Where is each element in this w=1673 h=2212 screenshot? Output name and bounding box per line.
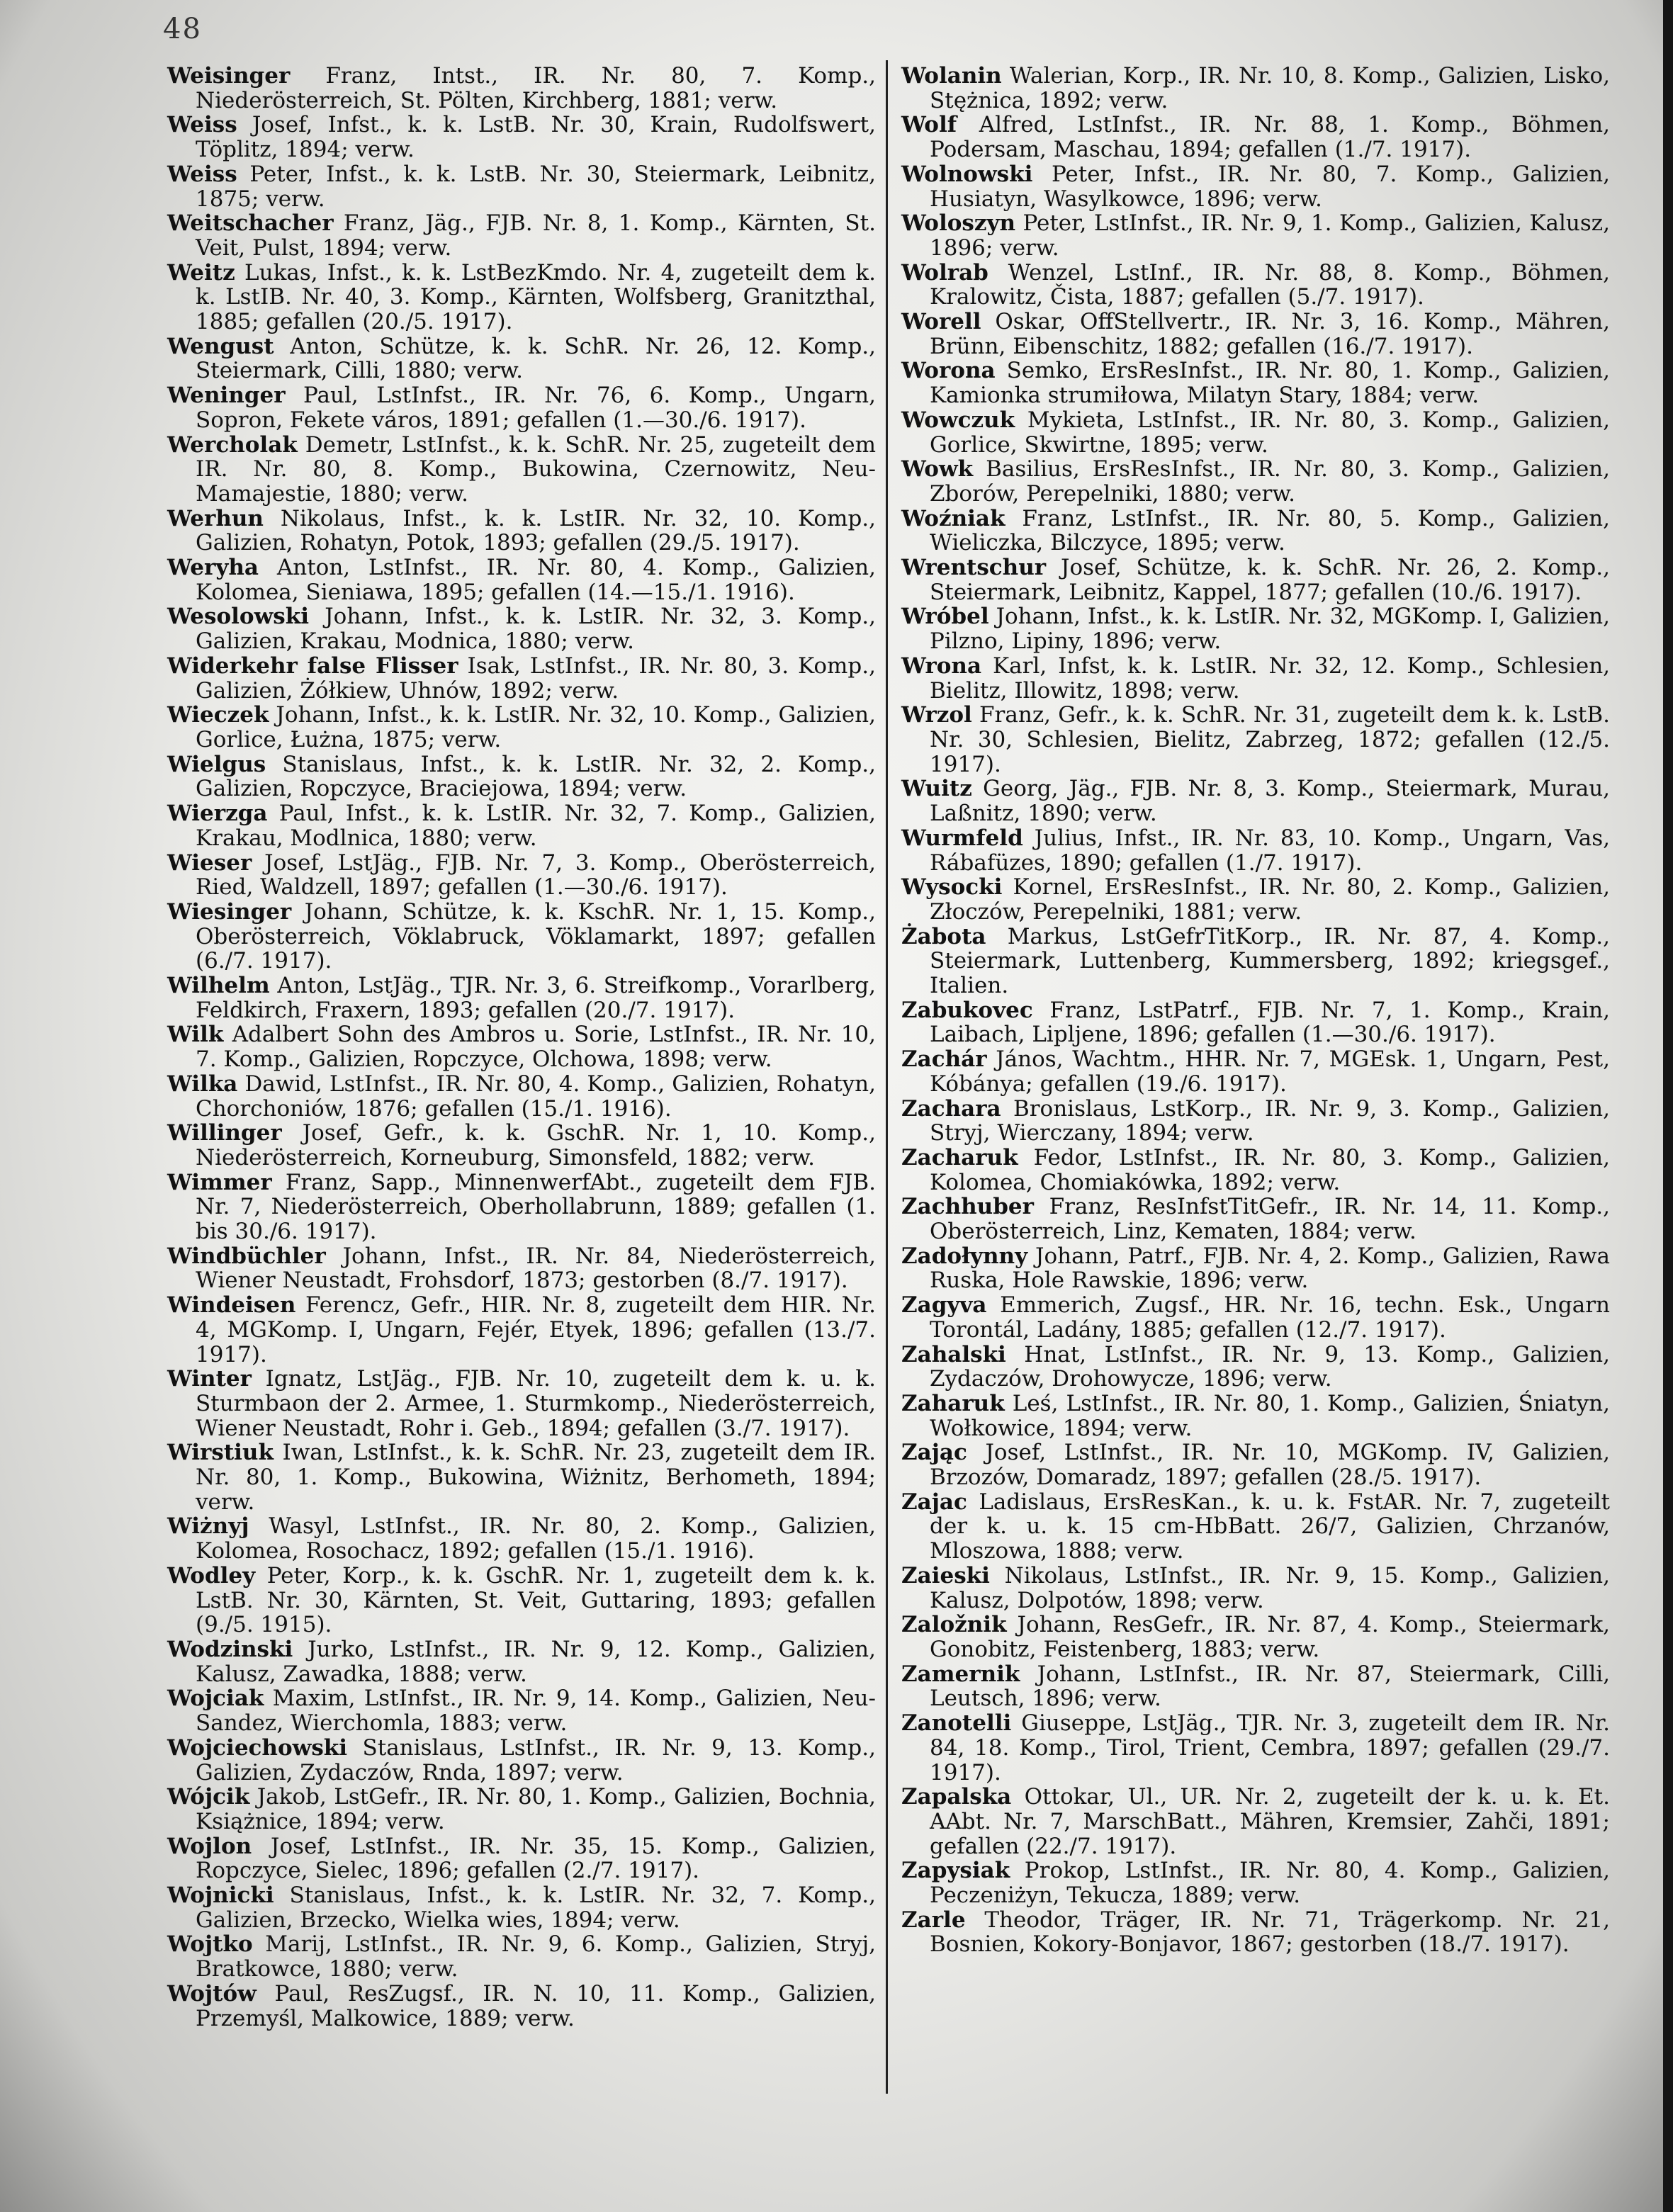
list-entry [167, 334, 876, 383]
list-entry [167, 1932, 876, 1981]
entry-details: Marij, LstInfst., IR. Nr. 9, 6. Komp., Galizien, Stryj, Bratkowce, 1880; verw. [196, 1931, 876, 1982]
list-entry [167, 1293, 876, 1367]
entry-surname: Wieser [167, 850, 252, 876]
entry-details: Johann, Infst., k. k. LstIR. Nr. 32, 10. Komp., Galizien, Gorlice, Łużna, 1875; verw. [196, 702, 876, 752]
entry-details: Demetr, LstInfst., k. k. SchR. Nr. 25, zugeteilt dem IR. Nr. 80, 8. Komp., Bukowina, Czernowitz, Neu-Mamajestie, 1880; verw. [196, 431, 876, 507]
entry-surname: Wurmfeld [901, 825, 1023, 851]
entry-surname: Worona [901, 358, 996, 384]
entry-details: Walerian, Korp., IR. Nr. 10, 8. Komp., Galizien, Lisko, Stężnica, 1892; verw. [930, 63, 1610, 113]
list-entry [901, 507, 1610, 555]
entry-surname: Worell [901, 309, 981, 335]
list-entry [167, 64, 876, 113]
entry-details: Franz, Gefr., k. k. SchR. Nr. 31, zugeteilt dem k. k. LstB. Nr. 30, Schlesien, Bielitz, Zabrzeg, 1872; gefallen (12./5. 1917). [930, 702, 1610, 777]
entry-details: Anton, LstInfst., IR. Nr. 80, 4. Komp., Galizien, Kolomea, Sieniawa, 1895; gefallen (14.—15./1. 1916). [196, 555, 876, 605]
column-divider [886, 60, 888, 2094]
entry-surname: Zaieski [901, 1562, 990, 1589]
list-entry [167, 555, 876, 604]
list-entry [167, 851, 876, 900]
entry-details: Johann, Infst., k. k. LstIR. Nr. 32, MGKomp. I, Galizien, Pilzno, Lipiny, 1896; verw. [930, 604, 1610, 655]
entry-details: Mykieta, LstInfst., IR. Nr. 80, 3. Komp., Galizien, Gorlice, Skwirtne, 1895; verw. [930, 407, 1611, 458]
list-entry [167, 1982, 876, 2031]
list-entry [167, 801, 876, 850]
entry-surname: Zarle [901, 1907, 966, 1933]
list-entry [901, 826, 1610, 875]
entry-details: Emmerich, Zugsf., HR. Nr. 16, techn. Esk., Ungarn Torontál, Ladány, 1885; gefallen (12./7. 1917). [930, 1292, 1610, 1343]
entry-details: Johann, LstInfst., IR. Nr. 87, Steiermark, Cilli, Leutsch, 1896; verw. [930, 1661, 1611, 1712]
list-entry [167, 211, 876, 260]
entry-details: Ottokar, Ul., UR. Nr. 2, zugeteilt der k. u. k. Et. AAbt. Nr. 7, MarschBatt., Mähren, Kremsier, Zahči, 1891; gefallen (22./7. 1917). [930, 1784, 1610, 1859]
list-entry [901, 1490, 1610, 1564]
entry-details: Wenzel, LstInf., IR. Nr. 88, 8. Komp., Böhmen, Kralowitz, Čista, 1887; gefallen (5./7. 1917). [930, 259, 1610, 310]
entry-details: Isak, LstInfst., IR. Nr. 80, 3. Komp., Galizien, Żółkiew, Uhnów, 1892; verw. [196, 653, 876, 704]
entry-surname: Wierzga [167, 801, 268, 827]
entry-surname: Wójcik [167, 1784, 250, 1810]
entry-surname: Żabota [901, 923, 986, 949]
entry-surname: Wesolowski [167, 604, 309, 630]
list-entry [167, 1022, 876, 1071]
entry-surname: Windbüchler [167, 1243, 326, 1269]
entry-surname: Wolf [901, 112, 957, 138]
list-entry [167, 433, 876, 507]
entry-surname: Wrentschur [901, 555, 1047, 581]
entry-surname: Zahalski [901, 1341, 1006, 1367]
entry-surname: Wimmer [167, 1169, 272, 1195]
entry-details: Leś, LstInfst., IR. Nr. 80, 1. Komp., Galizien, Śniatyn, Wołkowice, 1894; verw. [930, 1390, 1610, 1441]
entry-details: Paul, LstInfst., IR. Nr. 76, 6. Komp., Ungarn, Sopron, Fekete város, 1891; gefallen (1.—30./6. 1917). [196, 383, 877, 433]
list-entry [167, 1785, 876, 1834]
list-entry [167, 1440, 876, 1514]
entry-details: Peter, Infst., k. k. LstB. Nr. 30, Steiermark, Leibnitz, 1875; verw. [196, 161, 876, 212]
list-entry [167, 752, 876, 801]
list-entry [167, 1834, 876, 1883]
entry-surname: Wiżnyj [167, 1513, 249, 1540]
list-entry [901, 1244, 1610, 1293]
entry-surname: Willinger [167, 1120, 282, 1146]
page-number: 48 [163, 13, 202, 45]
entry-surname: Zagyva [901, 1292, 987, 1319]
entry-surname: Wodzinski [167, 1637, 293, 1662]
list-entry [901, 1662, 1610, 1711]
entry-surname: Windeisen [167, 1292, 296, 1319]
entry-surname: Zapalska [901, 1784, 1012, 1810]
list-entry [901, 1195, 1610, 1243]
entry-details: Nikolaus, Infst., k. k. LstIR. Nr. 32, 10. Komp., Galizien, Rohatyn, Potok, 1893; gefallen (29./5. 1917). [196, 505, 876, 556]
entry-surname: Zając [901, 1440, 967, 1466]
list-entry [901, 875, 1610, 924]
list-entry [167, 703, 876, 752]
entry-surname: Weisinger [167, 63, 291, 89]
entry-details: Fedor, LstInfst., IR. Nr. 80, 3. Komp., Galizien, Kolomea, Chomiakówka, 1892; verw. [930, 1144, 1611, 1195]
entry-details: Bronislaus, LstKorp., IR. Nr. 9, 3. Komp., Galizien, Stryj, Wierczany, 1894; verw. [930, 1095, 1610, 1146]
list-entry [901, 64, 1610, 113]
entry-surname: Zanotelli [901, 1710, 1012, 1737]
entry-details: János, Wachtm., HHR. Nr. 7, MGEsk. 1, Ungarn, Pest, Kóbánya; gefallen (19./6. 1917). [930, 1046, 1610, 1097]
list-entry [901, 1047, 1610, 1096]
list-entry [167, 1736, 876, 1785]
entry-surname: Wojtko [167, 1931, 253, 1958]
list-entry [901, 777, 1610, 825]
entry-details: Johann, Infst., k. k. LstIR. Nr. 32, 3. Komp., Galizien, Krakau, Modnica, 1880; verw. [196, 604, 876, 655]
entry-surname: Zamernik [901, 1661, 1020, 1687]
list-entry [167, 1170, 876, 1244]
entry-details: Josef, Infst., k. k. LstB. Nr. 30, Krain, Rudolfswert, Töplitz, 1894; verw. [196, 112, 876, 163]
entry-details: Franz, LstPatrf., FJB. Nr. 7, 1. Komp., Krain, Laibach, Lipljene, 1896; gefallen (1.—30./6. 1917). [930, 997, 1610, 1048]
entry-surname: Wowk [901, 456, 974, 483]
entry-details: Johann, Schütze, k. k. KschR. Nr. 1, 15. Komp., Oberösterreich, Vöklabruck, Vöklamarkt, 1897; gefallen (6./7. 1917). [196, 898, 876, 974]
entry-surname: Weiss [167, 112, 237, 138]
list-entry [901, 261, 1610, 310]
entry-details: Dawid, LstInfst., IR. Nr. 80, 4. Komp., Galizien, Rohatyn, Chorchoniów, 1876; gefallen (15./1. 1916). [196, 1071, 877, 1122]
entry-surname: Wuitz [901, 776, 972, 802]
list-entry [167, 654, 876, 703]
entry-surname: Zapysiak [901, 1858, 1010, 1884]
entry-details: Stanislaus, Infst., k. k. LstIR. Nr. 32, 2. Komp., Galizien, Ropczyce, Braciejowa, 1894; verw. [196, 751, 876, 802]
entry-surname: Wowczuk [901, 407, 1015, 433]
entry-details: Josef, LstInfst., IR. Nr. 35, 15. Komp., Galizien, Ropczyce, Sielec, 1896; gefallen (2./7. 1917). [196, 1833, 876, 1884]
entry-details: Karl, Infst, k. k. LstIR. Nr. 32, 12. Komp., Schlesien, Bielitz, Illowitz, 1898; verw. [930, 653, 1611, 704]
entry-surname: Winter [167, 1366, 252, 1392]
entry-surname: Wojciechowski [167, 1734, 348, 1761]
list-entry [901, 1097, 1610, 1146]
list-entry [901, 604, 1610, 653]
entry-details: Josef, Schütze, k. k. SchR. Nr. 26, 2. Komp., Steiermark, Leibnitz, Kappel, 1877; gefallen (10./6. 1917). [930, 555, 1610, 605]
list-entry [901, 925, 1610, 998]
entry-details: Kornel, ErsResInfst., IR. Nr. 80, 2. Komp., Galizien, Złoczów, Perepelniki, 1881; verw. [930, 874, 1610, 925]
entry-surname: Wojlon [167, 1833, 252, 1859]
entry-surname: Zajac [901, 1489, 967, 1515]
list-entry [901, 1146, 1610, 1195]
list-entry [167, 113, 876, 162]
entry-surname: Werhun [167, 505, 264, 531]
entry-details: Franz, Intst., IR. Nr. 80, 7. Komp., Niederösterreich, St. Pölten, Kirchberg, 1881; verw. [196, 63, 877, 113]
entry-surname: Zabukovec [901, 997, 1033, 1023]
entry-details: Jakob, LstGefr., IR. Nr. 80, 1. Komp., Galizien, Bochnia, Książnice, 1894; verw. [196, 1784, 876, 1834]
entry-surname: Wilka [167, 1071, 238, 1097]
entry-details: Anton, Schütze, k. k. SchR. Nr. 26, 12. Komp., Steiermark, Cilli, 1880; verw. [196, 333, 876, 384]
entry-details: Josef, LstInfst., IR. Nr. 10, MGKomp. IV, Galizien, Brzozów, Domaradz, 1897; gefallen (28./5. 1917). [930, 1440, 1610, 1491]
entry-details: Alfred, LstInfst., IR. Nr. 88, 1. Komp., Böhmen, Podersam, Maschau, 1894; gefallen (1./7. 1917). [930, 112, 1610, 163]
entry-details: Franz, Sapp., MinnenwerfAbt., zugeteilt dem FJB. Nr. 7, Niederösterreich, Oberhollabrunn, 1889; gefallen (1. bis 30./6. 1917). [196, 1169, 876, 1245]
list-entry [167, 1637, 876, 1686]
entry-details: Josef, LstJäg., FJB. Nr. 7, 3. Komp., Oberösterreich, Ried, Waldzell, 1897; gefallen (1.—30./6. 1917). [196, 850, 876, 901]
entry-details: Paul, Infst., k. k. LstIR. Nr. 32, 7. Komp., Galizien, Krakau, Modlnica, 1880; verw. [196, 801, 876, 851]
entry-surname: Wieczek [167, 702, 269, 728]
entry-surname: Wolrab [901, 259, 988, 286]
entry-details: Theodor, Träger, IR. Nr. 71, Trägerkomp. Nr. 21, Bosnien, Kokory-Bonjavor, 1867; gestorben (18./7. 1917). [930, 1907, 1610, 1958]
entry-surname: Woźniak [901, 505, 1006, 531]
entry-details: Wasyl, LstInfst., IR. Nr. 80, 2. Komp., Galizien, Kolomea, Rosochacz, 1892; gefallen (15./1. 1916). [196, 1513, 877, 1564]
entry-details: Ferencz, Gefr., HIR. Nr. 8, zugeteilt dem HIR. Nr. 4, MGKomp. I, Ungarn, Fejér, Etyek, 1896; gefallen (13./7. 1917). [196, 1292, 876, 1367]
entry-details: Franz, LstInfst., IR. Nr. 80, 5. Komp., Galizien, Wieliczka, Bilczyce, 1895; verw. [930, 505, 1610, 556]
entry-surname: Wróbel [901, 604, 989, 630]
entry-details: Maxim, LstInfst., IR. Nr. 9, 14. Komp., Galizien, Neu-Sandez, Wierchomla, 1883; verw. [196, 1686, 876, 1737]
left-column [167, 64, 876, 2031]
entry-surname: Wysocki [901, 874, 1003, 901]
list-entry [167, 1564, 876, 1637]
entry-surname: Založnik [901, 1612, 1007, 1638]
entry-surname: Weitschacher [167, 210, 334, 237]
entry-details: Julius, Infst., IR. Nr. 83, 10. Komp., Ungarn, Vas, Rábafüzes, 1890; gefallen (1./7. 1917). [930, 825, 1610, 876]
list-entry [167, 1072, 876, 1121]
list-entry [901, 1858, 1610, 1907]
entry-details: Giuseppe, LstJäg., TJR. Nr. 3, zugeteilt dem IR. Nr. 84, 18. Komp., Tirol, Trient, Cembra, 1897; gefallen (29./7. 1917). [930, 1710, 1611, 1785]
entry-details: Johann, ResGefr., IR. Nr. 87, 4. Komp., Steiermark, Gonobitz, Feistenberg, 1883; verw. [930, 1612, 1611, 1662]
list-entry [901, 1343, 1610, 1392]
entry-surname: Wrona [901, 653, 982, 679]
list-entry [167, 261, 876, 334]
entry-details: Franz, Jäg., FJB. Nr. 8, 1. Komp., Kärnten, St. Veit, Pulst, 1894; verw. [196, 210, 876, 261]
list-entry [901, 1785, 1610, 1858]
list-entry [901, 1293, 1610, 1342]
entry-details: Johann, Patrf., FJB. Nr. 4, 2. Komp., Galizien, Rawa Ruska, Hole Rawskie, 1896; verw. [930, 1243, 1610, 1294]
entry-surname: Wolanin [901, 63, 1002, 89]
list-entry [901, 1908, 1610, 1957]
list-entry [901, 211, 1610, 260]
list-entry [167, 383, 876, 432]
entry-details: Adalbert Sohn des Ambros u. Sorie, LstInfst., IR. Nr. 10, 7. Komp., Galizien, Ropczyce, Olchowa, 1898; verw. [196, 1022, 876, 1073]
list-entry [901, 1564, 1610, 1613]
entry-surname: Wilk [167, 1022, 224, 1048]
entry-surname: Weitz [167, 259, 235, 286]
entry-surname: Zachara [901, 1095, 1001, 1122]
list-entry [901, 113, 1610, 162]
entry-surname: Wercholak [167, 431, 298, 458]
entry-surname: Widerkehr false Flisser [167, 653, 458, 679]
entry-details: Basilius, ErsResInfst., IR. Nr. 80, 3. Komp., Galizien, Zborów, Perepelniki, 1880; verw. [930, 456, 1610, 507]
entry-surname: Woloszyn [901, 210, 1016, 237]
entry-details: Peter, LstInfst., IR. Nr. 9, 1. Komp., Galizien, Kalusz, 1896; verw. [930, 210, 1610, 261]
entry-surname: Wojciak [167, 1686, 264, 1712]
entry-surname: Wojtów [167, 1980, 257, 2007]
entry-details: Franz, ResInfstTitGefr., IR. Nr. 14, 11. Komp., Oberösterreich, Linz, Kematen, 1884; verw. [930, 1194, 1611, 1245]
entry-surname: Zadołynny [901, 1243, 1028, 1269]
entry-surname: Wolnowski [901, 161, 1033, 187]
entry-details: Stanislaus, LstInfst., IR. Nr. 9, 13. Komp., Galizien, Zydaczów, Rnda, 1897; verw. [196, 1734, 876, 1785]
list-entry [167, 507, 876, 555]
entry-details: Johann, Infst., IR. Nr. 84, Niederösterreich, Wiener Neustadt, Frohsdorf, 1873; gestorben (8./7. 1917). [196, 1243, 876, 1294]
list-entry [167, 1121, 876, 1170]
entry-details: Jurko, LstInfst., IR. Nr. 9, 12. Komp., Galizien, Kalusz, Zawadka, 1888; verw. [196, 1637, 876, 1687]
list-entry [167, 1514, 876, 1563]
entry-details: Anton, LstJäg., TJR. Nr. 3, 6. Streifkomp., Vorarlberg, Feldkirch, Fraxern, 1893; gefallen (20./7. 1917). [196, 973, 876, 1023]
entry-surname: Zacharuk [901, 1144, 1018, 1170]
entry-details: Prokop, LstInfst., IR. Nr. 80, 4. Komp., Galizien, Peczeniżyn, Tekucza, 1889; verw. [930, 1858, 1610, 1909]
entry-details: Peter, Korp., k. k. GschR. Nr. 1, zugeteilt dem k. k. LstB. Nr. 30, Kärnten, St. Veit, Guttaring, 1893; gefallen (9./5. 1915). [196, 1562, 876, 1638]
entry-surname: Weiss [167, 161, 237, 187]
list-entry [901, 1711, 1610, 1785]
entry-details: Georg, Jäg., FJB. Nr. 8, 3. Komp., Steiermark, Murau, Laßnitz, 1890; verw. [930, 776, 1611, 827]
entry-details: Iwan, LstInfst., k. k. SchR. Nr. 23, zugeteilt dem IR. Nr. 80, 1. Komp., Bukowina, Wiżnitz, Berhometh, 1894; verw. [196, 1440, 877, 1515]
entry-details: Paul, ResZugsf., IR. N. 10, 11. Komp., Galizien, Przemyśl, Malkowice, 1889; verw. [196, 1980, 876, 2031]
entry-details: Semko, ErsResInfst., IR. Nr. 80, 1. Komp., Galizien, Kamionka strumiłowa, Milatyn Stary, 1884; verw. [930, 358, 1611, 409]
list-entry [901, 310, 1610, 359]
list-entry [167, 1367, 876, 1440]
entry-details: Stanislaus, Infst., k. k. LstIR. Nr. 32, 7. Komp., Galizien, Brzecko, Wielka wies, 1894; verw. [196, 1883, 877, 1933]
entry-surname: Weninger [167, 383, 286, 409]
entry-surname: Wirstiuk [167, 1440, 274, 1466]
list-entry [901, 1440, 1610, 1489]
list-entry [901, 654, 1610, 703]
entry-details: Oskar, OffStellvertr., IR. Nr. 3, 16. Komp., Mähren, Brünn, Eibenschitz, 1882; gefallen (16./7. 1917). [930, 309, 1610, 359]
list-entry [167, 1244, 876, 1293]
list-entry [901, 1392, 1610, 1440]
list-entry [901, 162, 1610, 211]
list-entry [901, 998, 1610, 1047]
entry-surname: Wojnicki [167, 1883, 274, 1909]
entry-surname: Wengust [167, 333, 274, 359]
list-entry [901, 703, 1610, 777]
list-entry [901, 1613, 1610, 1661]
list-entry [167, 974, 876, 1022]
list-entry [901, 408, 1610, 457]
list-entry [901, 359, 1610, 407]
entry-surname: Wrzol [901, 702, 972, 728]
entry-surname: Wodley [167, 1562, 256, 1589]
entry-details: Ignatz, LstJäg., FJB. Nr. 10, zugeteilt dem k. u. k. Sturmbaon der 2. Armee, 1. Sturmkomp., Niederösterreich, Wiener Neustadt, Rohr i. Geb., 1894; gefallen (3./7. 1917). [196, 1366, 876, 1441]
entry-surname: Wiesinger [167, 898, 292, 925]
list-entry [167, 900, 876, 974]
entry-details: Markus, LstGefrTitKorp., IR. Nr. 87, 4. Komp., Steiermark, Luttenberg, Kummersberg, 1892; kriegsgef., Italien. [930, 923, 1611, 999]
entry-surname: Zachhuber [901, 1194, 1034, 1220]
list-entry [167, 1686, 876, 1735]
list-entry [167, 604, 876, 653]
list-entry [167, 162, 876, 211]
entry-details: Ladislaus, ErsResKan., k. u. k. FstAR. Nr. 7, zugeteilt der k. u. k. 15 cm-HbBatt. 26/7, Galizien, Chrzanów, Mloszowa, 1888; verw. [930, 1489, 1611, 1564]
entry-surname: Zaharuk [901, 1390, 1005, 1416]
entry-details: Nikolaus, LstInfst., IR. Nr. 9, 15. Komp., Galizien, Kalusz, Dolpotów, 1898; verw. [930, 1562, 1610, 1613]
entry-details: Peter, Infst., IR. Nr. 80, 7. Komp., Galizien, Husiatyn, Wasylkowce, 1896; verw. [930, 161, 1610, 212]
entry-surname: Zachár [901, 1046, 987, 1073]
entry-surname: Wielgus [167, 751, 266, 777]
list-entry [901, 457, 1610, 506]
entry-details: Hnat, LstInfst., IR. Nr. 9, 13. Komp., Galizien, Zydaczów, Drohowycze, 1896; verw. [930, 1341, 1610, 1392]
list-entry [167, 1883, 876, 1932]
entry-surname: Wilhelm [167, 973, 270, 999]
scan-edge [1663, 0, 1673, 2212]
entry-details: Lukas, Infst., k. k. LstBezKmdo. Nr. 4, zugeteilt dem k. k. LstIB. Nr. 40, 3. Komp., Kärnten, Wolfsberg, Granitzthal, 1885; gefallen (20./5. 1917). [196, 259, 876, 335]
right-column [901, 64, 1610, 1957]
entry-surname: Weryha [167, 555, 259, 581]
list-entry [901, 555, 1610, 604]
entry-details: Josef, Gefr., k. k. GschR. Nr. 1, 10. Komp., Niederösterreich, Korneuburg, Simonsfeld, 1882; verw. [196, 1120, 876, 1170]
